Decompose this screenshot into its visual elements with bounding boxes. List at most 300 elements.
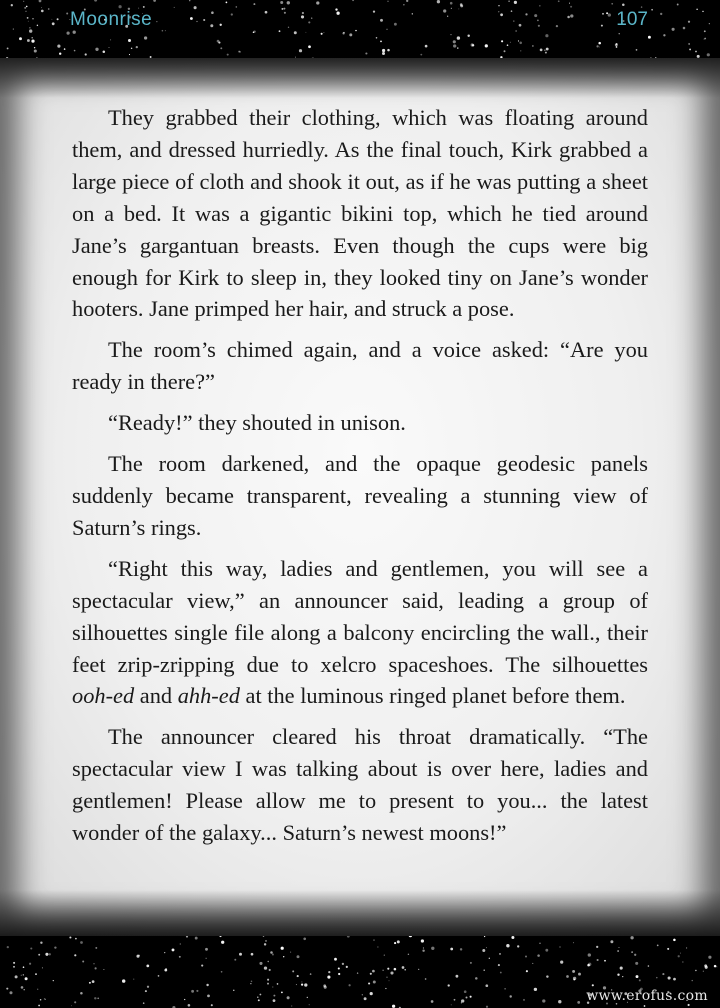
star <box>450 948 453 951</box>
star <box>279 30 281 32</box>
star <box>336 12 339 15</box>
paragraph-text: The announcer cleared his throat dramatically. “The spectacular view I was talking about is over here, ladies and gentlemen! Please allow me to present to you... the latest wonder of the galaxy... Saturn’s newest moons!” <box>72 724 648 846</box>
watermark-text: www.erofus.com <box>586 988 708 1004</box>
star <box>287 1 290 4</box>
star <box>451 8 452 9</box>
star <box>164 952 165 953</box>
star <box>602 13 604 15</box>
star <box>281 8 283 10</box>
star <box>165 30 166 31</box>
star <box>42 967 43 968</box>
star <box>13 962 15 964</box>
star <box>146 965 149 968</box>
star <box>40 942 42 944</box>
star <box>601 25 603 27</box>
star <box>545 949 548 952</box>
star <box>250 983 251 984</box>
star <box>357 972 358 973</box>
star <box>103 969 104 970</box>
star <box>631 951 633 953</box>
star <box>66 13 68 15</box>
star <box>454 999 456 1001</box>
star <box>634 954 636 956</box>
italic-word: ahh-ed <box>177 683 240 709</box>
star <box>74 954 76 956</box>
star <box>25 977 28 980</box>
star <box>95 48 98 51</box>
star <box>145 990 147 992</box>
star <box>384 955 385 956</box>
star <box>257 997 258 998</box>
star <box>578 973 581 976</box>
star <box>456 975 459 978</box>
star <box>179 956 181 958</box>
star <box>443 9 446 12</box>
star <box>188 1004 191 1007</box>
star <box>233 990 234 991</box>
star <box>346 966 348 968</box>
star <box>234 959 236 961</box>
star <box>510 42 511 43</box>
star <box>673 978 676 981</box>
star <box>386 977 387 978</box>
star <box>207 995 210 998</box>
star <box>93 963 94 964</box>
star <box>210 24 213 27</box>
star <box>221 941 224 944</box>
star <box>303 937 306 940</box>
star <box>704 30 706 32</box>
star <box>296 984 297 985</box>
star <box>54 946 56 948</box>
star <box>294 31 297 34</box>
star <box>688 1004 690 1006</box>
star <box>372 970 375 973</box>
star <box>21 986 24 989</box>
page-number: 107 <box>616 9 648 30</box>
star <box>475 977 478 980</box>
paragraph-text: and <box>134 683 178 709</box>
star <box>231 13 233 15</box>
star <box>662 973 664 975</box>
star <box>40 999 42 1001</box>
star <box>226 2 228 4</box>
star <box>453 40 456 43</box>
star <box>29 963 31 965</box>
star <box>556 25 558 27</box>
star <box>567 16 570 19</box>
star <box>348 984 350 986</box>
star <box>482 949 485 952</box>
star <box>253 3 255 5</box>
star <box>404 969 406 971</box>
star <box>328 971 330 973</box>
star <box>30 947 32 949</box>
star <box>511 936 514 939</box>
star <box>338 967 340 969</box>
star <box>641 6 642 7</box>
star <box>546 975 548 977</box>
star <box>566 975 569 978</box>
star <box>573 977 576 980</box>
star <box>696 9 697 10</box>
star <box>26 6 28 8</box>
star <box>269 969 271 971</box>
star <box>184 999 185 1000</box>
star <box>292 970 294 972</box>
star <box>511 10 513 12</box>
star <box>311 17 312 18</box>
star <box>450 34 451 35</box>
star <box>499 953 501 955</box>
star <box>133 979 134 980</box>
star <box>283 8 285 10</box>
star <box>485 44 488 47</box>
star <box>534 14 537 17</box>
star <box>619 33 620 34</box>
star <box>558 1000 561 1003</box>
star <box>205 948 208 951</box>
star <box>129 54 130 55</box>
star <box>92 980 95 983</box>
star <box>486 1006 488 1008</box>
star <box>41 7 42 8</box>
star <box>577 1001 580 1004</box>
star <box>688 21 690 23</box>
star <box>95 947 97 949</box>
star <box>437 0 440 3</box>
star <box>35 973 37 975</box>
paper-fade-bottom <box>0 890 720 936</box>
star <box>370 992 373 995</box>
star <box>513 20 514 21</box>
star <box>297 955 300 958</box>
star <box>425 978 427 980</box>
star <box>464 990 467 993</box>
star <box>13 966 15 968</box>
star <box>667 948 669 950</box>
star <box>11 4 13 6</box>
star <box>80 992 83 995</box>
star <box>406 0 408 2</box>
star <box>259 962 262 965</box>
star <box>37 25 38 26</box>
star <box>227 54 229 56</box>
paragraph-text: The room darkened, and the opaque geodesic panels suddenly became transparent, revealing a stunning view of Saturn’s rings. <box>72 451 648 540</box>
star <box>380 19 383 22</box>
star <box>617 973 619 975</box>
star <box>59 53 61 55</box>
star <box>365 52 367 54</box>
star <box>189 0 190 1</box>
star <box>707 53 710 56</box>
star <box>7 946 9 948</box>
star <box>657 945 659 947</box>
star <box>64 48 66 50</box>
star <box>236 6 238 8</box>
star <box>545 34 548 37</box>
star <box>211 1004 213 1006</box>
star <box>389 980 390 981</box>
star <box>588 953 591 956</box>
star <box>636 975 639 978</box>
paragraph-text: “Right this way, ladies and gentlemen, you will see a spectacular view,” an announcer said, leading a group of silhouettes single file along a balcony encircling the wall., their feet zrip-zripping due to xelcro spaceshoes. The silhouettes <box>72 555 648 677</box>
star <box>683 27 686 30</box>
star <box>560 961 563 964</box>
star <box>24 7 26 9</box>
star <box>38 954 40 956</box>
star <box>39 0 42 2</box>
star <box>265 11 268 14</box>
star <box>258 999 260 1001</box>
star <box>273 999 276 1002</box>
star <box>525 956 527 958</box>
star <box>73 31 76 34</box>
star <box>23 1 24 2</box>
star <box>382 49 385 52</box>
star <box>94 997 96 999</box>
star <box>519 24 522 27</box>
star <box>71 1005 72 1006</box>
star <box>663 34 665 36</box>
star <box>301 981 302 982</box>
star <box>644 1005 646 1007</box>
star <box>460 948 462 950</box>
star <box>190 17 193 20</box>
star <box>608 13 611 16</box>
star <box>483 969 484 970</box>
star <box>373 11 375 13</box>
star <box>82 961 84 963</box>
star <box>158 975 160 977</box>
star <box>211 11 214 14</box>
star <box>622 3 625 6</box>
star <box>45 953 48 956</box>
star <box>695 51 697 53</box>
star <box>352 0 354 1</box>
star <box>259 994 261 996</box>
star <box>53 980 54 981</box>
star <box>67 31 70 34</box>
star <box>606 12 608 14</box>
star <box>122 979 125 982</box>
star <box>48 8 50 10</box>
paragraph-2 <box>72 334 648 398</box>
paragraph-1 <box>72 102 648 325</box>
star <box>387 29 388 30</box>
star <box>392 1005 395 1008</box>
star <box>373 939 374 940</box>
star <box>316 1 319 4</box>
star <box>32 18 33 19</box>
star <box>695 970 696 971</box>
star <box>559 946 560 947</box>
star <box>470 962 472 964</box>
star <box>465 996 467 998</box>
star <box>109 47 110 48</box>
star <box>453 44 456 47</box>
star <box>272 986 273 987</box>
star <box>138 955 139 956</box>
star <box>287 996 290 999</box>
star <box>431 947 434 950</box>
star <box>85 53 87 55</box>
star <box>534 988 537 991</box>
star <box>668 976 671 979</box>
star <box>508 0 510 2</box>
star <box>421 939 424 942</box>
star <box>299 49 302 52</box>
star <box>484 936 485 937</box>
star <box>525 13 527 15</box>
star <box>201 965 203 967</box>
star <box>467 34 469 36</box>
star <box>13 29 14 30</box>
star <box>708 956 711 959</box>
star <box>447 16 448 17</box>
star <box>540 49 543 52</box>
star <box>538 25 540 27</box>
star <box>677 4 679 6</box>
star <box>639 979 641 981</box>
star <box>280 1 283 4</box>
paragraph-text: at the luminous ringed planet before them. <box>239 683 626 709</box>
star <box>519 42 522 45</box>
star <box>570 14 573 17</box>
star <box>362 994 363 995</box>
star <box>291 1005 292 1006</box>
star <box>308 21 310 23</box>
star <box>630 936 633 939</box>
star <box>251 981 253 983</box>
star <box>9 991 12 994</box>
star <box>457 47 458 48</box>
star <box>660 13 662 15</box>
star <box>412 13 413 14</box>
star <box>288 27 289 28</box>
star <box>385 988 386 989</box>
star <box>709 23 710 24</box>
paragraph-text: “Ready!” they shouted in unison. <box>108 410 406 436</box>
star <box>15 975 18 978</box>
star <box>688 43 689 44</box>
star <box>545 52 547 54</box>
star <box>28 21 29 22</box>
star <box>308 45 311 48</box>
star <box>323 32 324 33</box>
star <box>620 967 623 970</box>
star <box>355 30 356 31</box>
star <box>334 958 337 961</box>
star <box>283 956 284 957</box>
star <box>267 983 269 985</box>
star <box>57 18 59 20</box>
star <box>284 12 286 14</box>
star <box>268 961 269 962</box>
star <box>532 963 533 964</box>
star <box>38 1005 40 1007</box>
paper-fade-top <box>0 58 720 98</box>
star <box>373 981 376 984</box>
star <box>656 977 658 979</box>
paragraph-text: They grabbed their clothing, which was floating around them, and dressed hurriedly. As the final touch, Kirk grabbed a large piece of cloth and shook it out, as if he was putting a sheet on a bed. It was a gigantic bikini top, which he tied around Jane’s gargantuan breasts. Even though the cups were big enough for Kirk to sleep in, they looked tiny on Jane’s wonder hooters. Jane primped her hair, and struck a pose. <box>72 105 648 322</box>
star <box>403 4 404 5</box>
star <box>80 941 83 944</box>
star <box>238 51 240 53</box>
star <box>153 0 156 2</box>
star <box>41 10 44 13</box>
star <box>156 21 157 22</box>
star <box>598 42 601 45</box>
star <box>518 40 519 41</box>
paragraph-text: The room’s chimed again, and a voice asked: “Are you ready in there?” <box>72 337 648 395</box>
star <box>596 45 598 47</box>
star <box>264 943 266 945</box>
star <box>558 0 560 2</box>
star <box>338 973 340 975</box>
star <box>265 940 267 942</box>
star <box>281 992 283 994</box>
star <box>309 1004 310 1005</box>
star <box>544 50 545 51</box>
star <box>597 959 599 961</box>
star <box>460 3 463 6</box>
book-title: Moonrise <box>70 9 153 30</box>
star <box>195 937 198 940</box>
star <box>304 983 307 986</box>
star <box>498 5 499 6</box>
star <box>636 49 638 51</box>
star <box>349 33 352 36</box>
star <box>196 990 198 992</box>
star <box>281 947 284 950</box>
star <box>94 0 97 2</box>
paragraph-4 <box>72 448 648 544</box>
star <box>191 990 194 993</box>
star <box>196 21 197 22</box>
star <box>450 2 453 5</box>
star <box>572 970 575 973</box>
star <box>270 951 273 954</box>
star <box>390 971 393 974</box>
star <box>174 7 175 8</box>
star <box>526 970 528 972</box>
star <box>461 999 464 1002</box>
star <box>206 958 207 959</box>
star <box>635 962 638 965</box>
star <box>672 28 675 31</box>
star <box>162 30 164 32</box>
star <box>451 1004 452 1005</box>
star <box>420 54 422 56</box>
star <box>619 947 620 948</box>
star <box>397 940 400 943</box>
star <box>305 32 306 33</box>
star <box>616 46 618 48</box>
star <box>364 997 367 1000</box>
star <box>7 47 9 49</box>
star <box>692 980 693 981</box>
star <box>714 965 717 968</box>
star <box>335 8 337 10</box>
star <box>251 953 254 956</box>
star <box>110 39 111 40</box>
star <box>307 997 308 998</box>
star <box>458 8 459 9</box>
star <box>423 947 424 948</box>
star <box>103 50 106 53</box>
star <box>180 943 181 944</box>
